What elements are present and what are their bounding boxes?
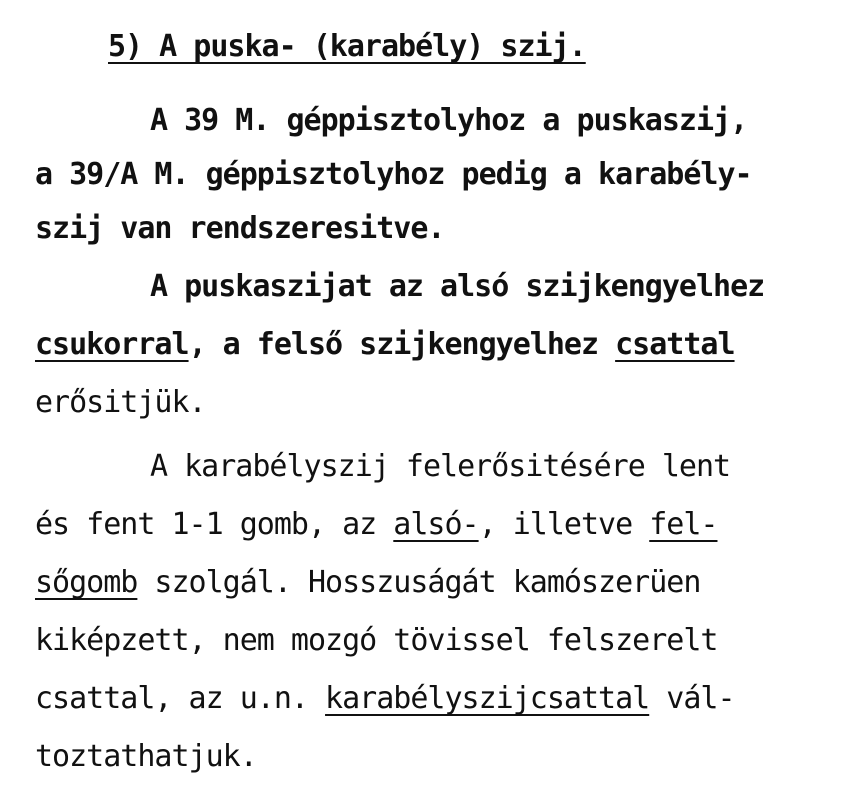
underlined-term: csukorral: [35, 327, 189, 362]
underlined-term: csattal: [615, 327, 735, 362]
paragraph-1-line-1: A 39 M. géppisztolyhoz a puskaszij,: [150, 103, 748, 138]
paragraph-3-line-3: [35, 564, 700, 602]
underlined-term: fel-: [649, 507, 718, 542]
text-segment: , illetve: [478, 507, 650, 542]
paragraph-3-line-1: A karabélyszij felerősitésére lent: [150, 449, 731, 484]
paragraph-3-line-6: toztathatjuk.: [35, 739, 257, 774]
underlined-term: sőgomb: [35, 565, 138, 600]
text-segment: és fent 1-1 gomb, az: [35, 507, 394, 542]
underlined-term: karabélyszijcsattal: [325, 681, 650, 716]
paragraph-2-line-3: erősitjük.: [35, 385, 206, 420]
paragraph-2-line-1: A puskaszijat az alsó szijkengyelhez: [150, 269, 765, 304]
paragraph-3-line-5: [35, 680, 735, 718]
paragraph-2-line-2: [35, 326, 735, 364]
text-segment: csattal, az u.n.: [35, 681, 326, 716]
text-segment: vál-: [649, 681, 735, 716]
underlined-term: alsó-: [393, 507, 479, 542]
text-segment: szolgál. Hosszuságát kamószerüen: [137, 565, 701, 600]
section-heading: 5) A puska- (karabély) szij.: [108, 29, 586, 64]
paragraph-1-line-3: szij van rendszeresitve.: [35, 211, 445, 246]
text-segment: , a felső szijkengyelhez: [188, 327, 616, 362]
paragraph-3-line-2: [35, 506, 717, 544]
paragraph-1-line-2: a 39/A M. géppisztolyhoz pedig a karabély-: [35, 157, 752, 192]
paragraph-3-line-4: kiképzett, nem mozgó tövissel felszerelt: [35, 623, 718, 658]
